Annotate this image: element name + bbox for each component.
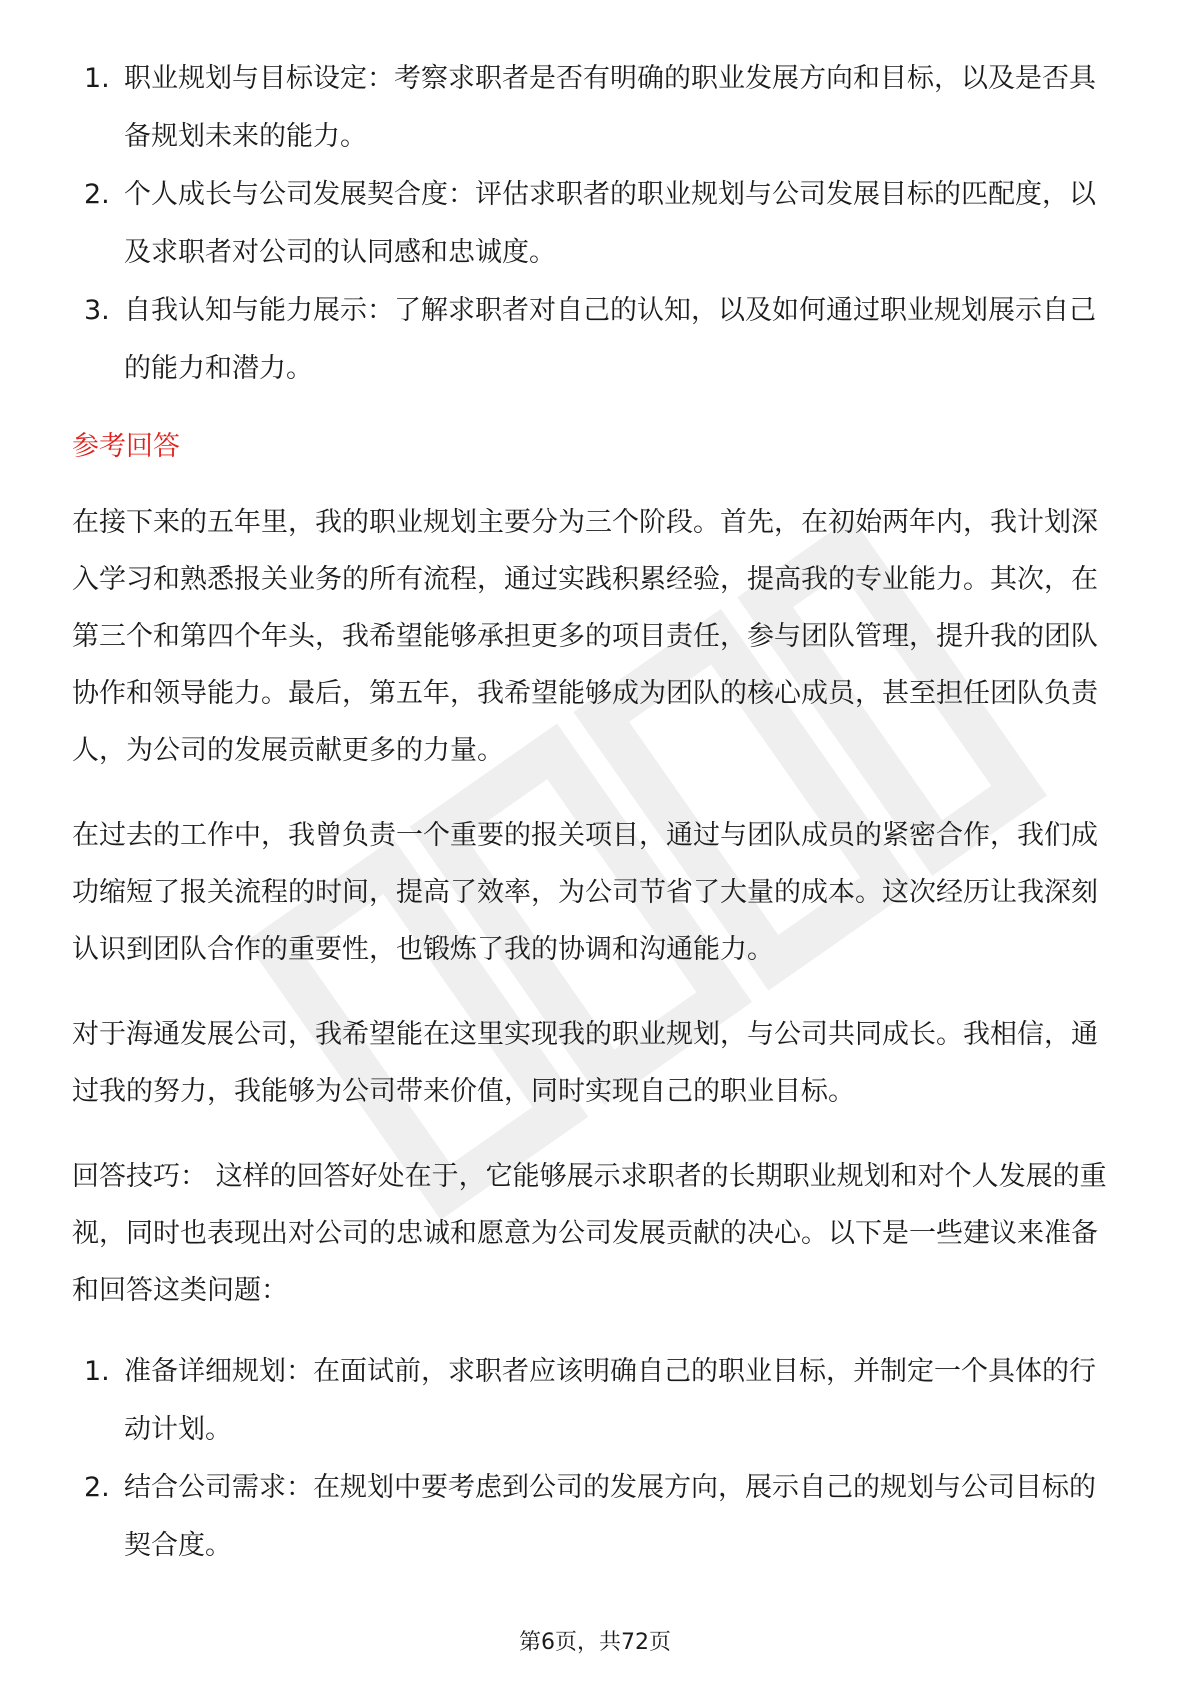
list-number: 2. bbox=[84, 179, 110, 210]
list-text: 准备详细规划：在面试前，求职者应该明确自己的职业目标，并制定一个具体的行动计划。 bbox=[124, 1356, 1096, 1445]
page-footer: 第6页，共72页 bbox=[519, 1630, 671, 1655]
list-item bbox=[72, 282, 1122, 398]
list-item bbox=[72, 166, 1122, 282]
tips-paragraph: 回答技巧： 这样的回答好处在于，它能够展示求职者的长期职业规划和对个人发展的重视，同时也表现出对公司的忠诚和愿意为公司发展贡献的决心。以下是一些建议来准备和回答这类问题： bbox=[72, 1161, 1107, 1306]
answer-paragraph: 在过去的工作中，我曾负责一个重要的报关项目，通过与团队成员的紧密合作，我们成功缩短了报关流程的时间，提高了效率，为公司节省了大量的成本。这次经历让我深刻认识到团队合作的重要性，也锻炼了我的协调和沟通能力。 bbox=[72, 820, 1098, 965]
list-text: 个人成长与公司发展契合度：评估求职者的职业规划与公司发展目标的匹配度，以及求职者对公司的认同感和忠诚度。 bbox=[124, 179, 1096, 268]
list-number: 1. bbox=[84, 63, 110, 94]
criteria-list bbox=[72, 50, 1122, 398]
list-item bbox=[72, 1343, 1122, 1459]
list-number: 1. bbox=[84, 1356, 110, 1387]
answer-paragraph: 对于海通发展公司，我希望能在这里实现我的职业规划，与公司共同成长。我相信，通过我的努力，我能够为公司带来价值，同时实现自己的职业目标。 bbox=[72, 1019, 1098, 1107]
list-text: 职业规划与目标设定：考察求职者是否有明确的职业发展方向和目标，以及是否具备规划未来的能力。 bbox=[124, 63, 1096, 152]
list-text: 结合公司需求：在规划中要考虑到公司的发展方向，展示自己的规划与公司目标的契合度。 bbox=[124, 1472, 1096, 1561]
list-item bbox=[72, 1459, 1122, 1575]
list-number: 3. bbox=[84, 295, 110, 326]
list-item bbox=[72, 50, 1122, 166]
answer-paragraph: 在接下来的五年里，我的职业规划主要分为三个阶段。首先，在初始两年内，我计划深入学习和熟悉报关业务的所有流程，通过实践积累经验，提高我的专业能力。其次，在第三个和第四个年头，我希望能够承担更多的项目责任，参与团队管理，提升我的团队协作和领导能力。最后，第五年，我希望能够成为团队的核心成员，甚至担任团队负责人，为公司的发展贡献更多的力量。 bbox=[72, 507, 1098, 766]
list-number: 2. bbox=[84, 1472, 110, 1503]
section-title: 参考回答 bbox=[72, 431, 180, 462]
tips-list bbox=[72, 1343, 1122, 1575]
document-page bbox=[72, 50, 1122, 1575]
list-text: 自我认知与能力展示：了解求职者对自己的认知，以及如何通过职业规划展示自己的能力和潜力。 bbox=[124, 295, 1096, 384]
